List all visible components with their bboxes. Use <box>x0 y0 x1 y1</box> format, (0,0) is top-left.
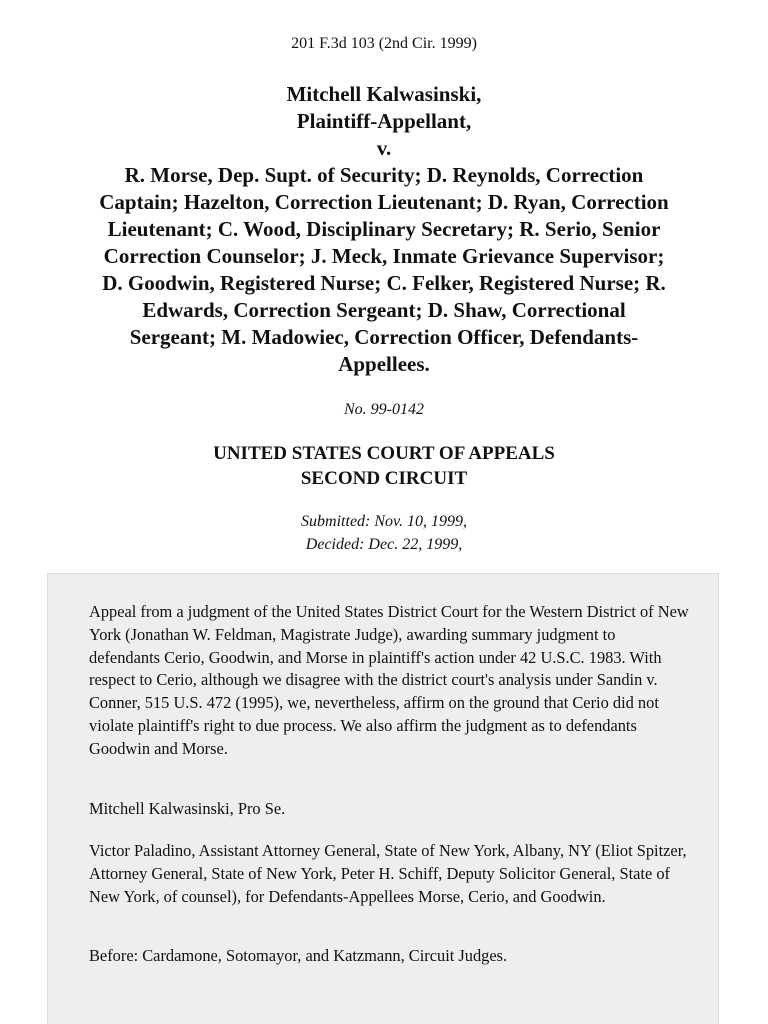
defendants-line: Sergeant; M. Madowiec, Correction Officer, Defendants- <box>129 325 639 349</box>
defendants-line: Correction Counselor; J. Meck, Inmate Grievance Supervisor; <box>103 244 665 268</box>
case-caption <box>40 81 728 378</box>
versus-label: v. <box>376 136 392 160</box>
submitted-date: Submitted: Nov. 10, 1999, <box>301 513 467 530</box>
defendants-line: Appellees. <box>338 352 430 376</box>
defendants-line: Captain; Hazelton, Correction Lieutenant; D. Ryan, Correction <box>99 190 669 214</box>
case-abstract: Appeal from a judgment of the United States District Court for the Western District of New York (Jonathan W. Feldman, Magistrate Judge), awarding summary judgment to defendants Cerio, Goodwin, and Morse in plaintiff's action under 42 U.S.C. 1983. With respect to Cerio, although we disagree with the district court's analysis under Sandin v. Conner, 515 U.S. 472 (1995), we, nevertheless, affirm on the ground that Cerio did not violate plaintiff's right to due process. We also affirm the judgment as to defendants Goodwin and Morse. <box>89 602 689 758</box>
defendants-line: Edwards, Correction Sergeant; D. Shaw, Correctional <box>142 298 626 322</box>
court-name <box>0 441 768 491</box>
case-summary-box <box>47 573 719 1024</box>
case-dates <box>0 510 768 556</box>
judicial-panel: Before: Cardamone, Sotomayor, and Katzmann, Circuit Judges. <box>89 946 508 965</box>
docket-number: No. 99-0142 <box>344 401 424 418</box>
plaintiff-counsel: Mitchell Kalwasinski, Pro Se. <box>89 799 286 818</box>
defense-counsel: Victor Paladino, Assistant Attorney General, State of New York, Albany, NY (Eliot Spitzer, Attorney General, State of New York, Peter H. Schiff, Deputy Solicitor General, State of New York, of counsel), for Defendants-Appellees Morse, Cerio, and Goodwin. <box>89 841 687 906</box>
defendants-line: R. Morse, Dep. Supt. of Security; D. Reynolds, Correction <box>124 163 644 187</box>
decided-date: Decided: Dec. 22, 1999, <box>305 536 463 553</box>
defendants-line: Lieutenant; C. Wood, Disciplinary Secretary; R. Serio, Senior <box>107 217 661 241</box>
defendants-line: D. Goodwin, Registered Nurse; C. Felker, Registered Nurse; R. <box>102 271 666 295</box>
court-circuit-line: SECOND CIRCUIT <box>300 468 468 489</box>
plaintiff-name: Mitchell Kalwasinski, <box>286 82 482 106</box>
court-name-line: UNITED STATES COURT OF APPEALS <box>213 443 555 464</box>
plaintiff-role: Plaintiff-Appellant, <box>296 109 472 133</box>
case-citation: 201 F.3d 103 (2nd Cir. 1999) <box>291 35 477 52</box>
